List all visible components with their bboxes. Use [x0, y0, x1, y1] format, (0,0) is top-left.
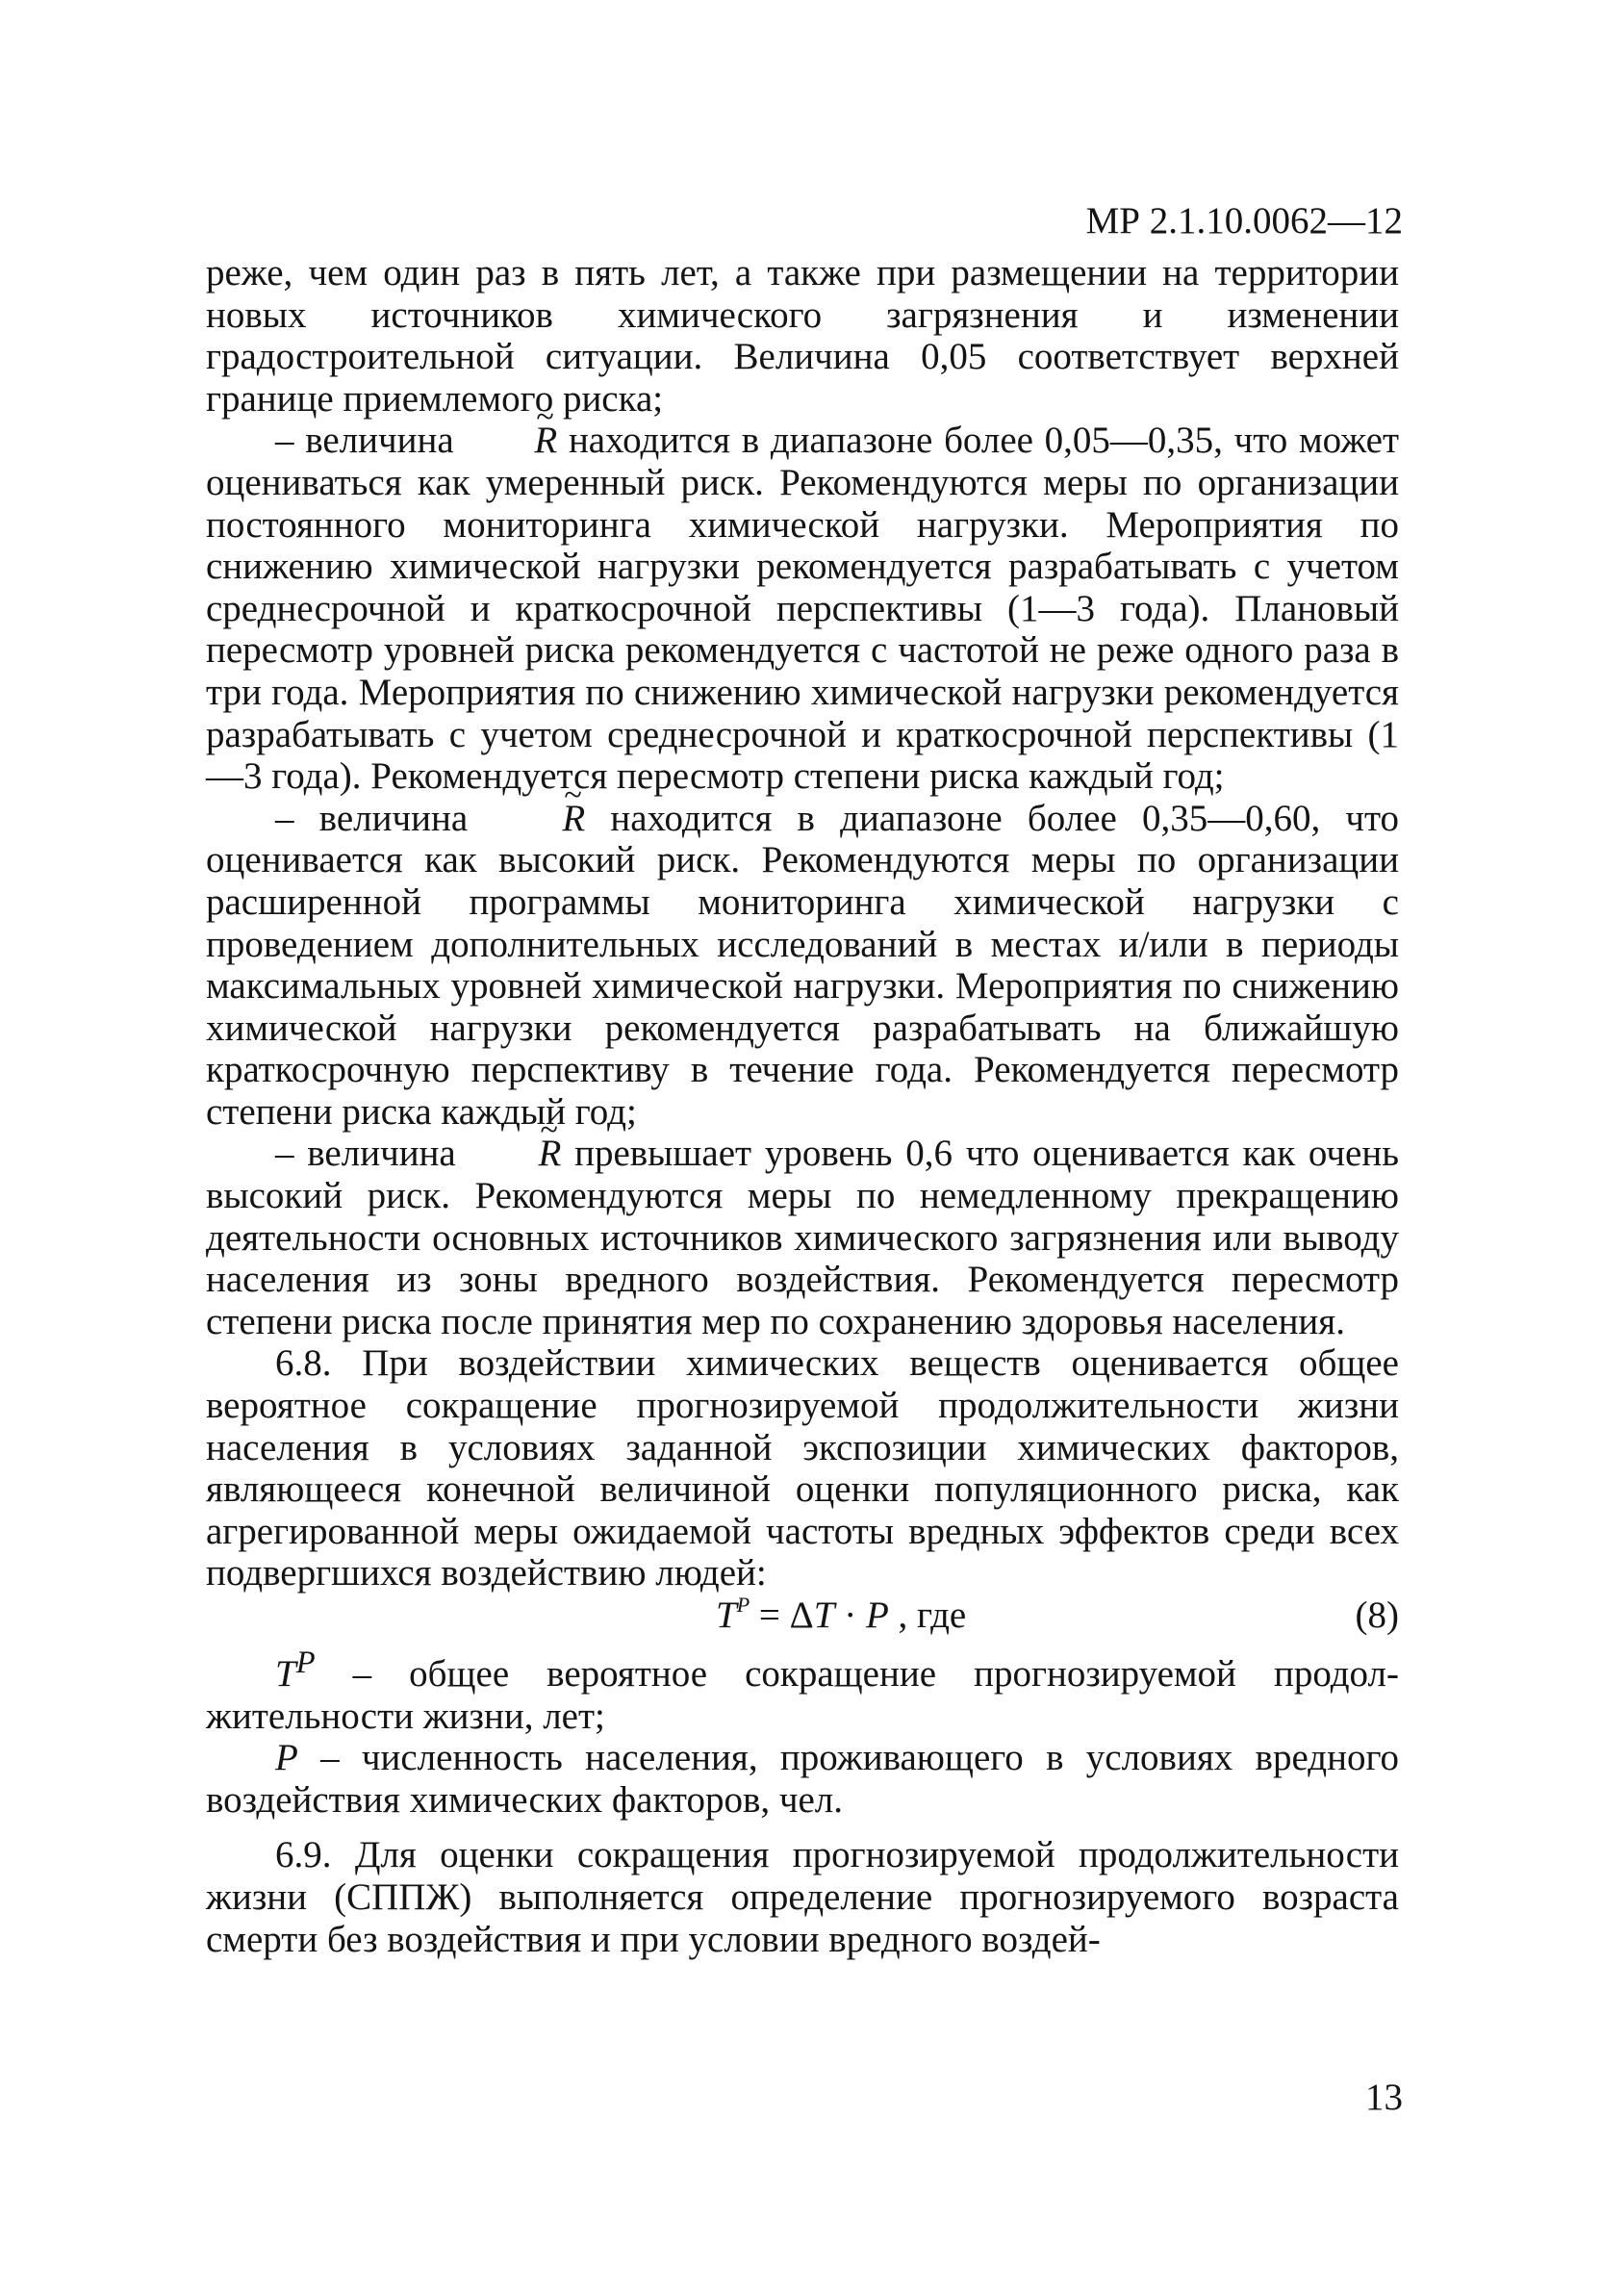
spacer: [206, 1821, 1399, 1834]
r-tilde-symbol: ~ R: [470, 1133, 562, 1175]
formula-sup-p: P: [736, 1593, 750, 1617]
paragraph-text: находится в диапазоне более 0,05—0,35, что может оцениваться как умеренный риск. Рекомендуются меры по организации постоянного мониторинга химической нагрузки. Мероприятия по снижению химической нагрузки рекомендуется разрабатывать с учетом среднесрочной и краткосрочной перспективы (1—3 года). Плановый пересмотр уровней риска рекомендуется с частотой не реже одного раза в три года. Мероприятия по снижению химической нагрузки рекомендуется разрабатывать с учетом среднесрочной и краткосрочной перспективы (1—3 года). Рекомендуется пересмотр степени риска каждый год;: [206, 420, 1399, 798]
def-symbol-sup-p: P: [295, 1645, 316, 1680]
formula-t: T: [716, 1594, 737, 1636]
paragraph-text: находится в диапазоне более 0,35—0,60, что оценивается как высокий риск. Рекомендуются меры по организации расширенной программы мониторинга химической нагрузки с проведением дополнительных исследований в местах и/или в периоды максимальных уровней химической нагрузки. Мероприятия по снижению химической нагрузки рекомендуется разрабатывать на ближайшую краткосрочную перспективу в течение года. Рекомендуется пересмотр степени риска каждый год;: [206, 797, 1400, 1133]
paragraph-continuation: реже, чем один раз в пять лет, а также при размещении на территории новых источников химического загрязнения и изменении градостроительной ситуации. Величина 0,05 соответствует верхней границе приемлемого риска;: [206, 252, 1399, 420]
r-tilde-symbol: ~ R: [493, 798, 585, 840]
paragraph-high-risk: [206, 798, 1399, 1134]
paragraph-6-9: 6.9. Для оценки сокращения прогнозируемой продолжительности жизни (СППЖ) выполняется определение прогнозируемого возраста смерти без воздействия и при условии вредного воздей-: [206, 1834, 1399, 1960]
formula-row: [206, 1594, 1399, 1643]
formula-dot: ·: [834, 1594, 866, 1636]
definition-tp: [206, 1643, 1399, 1737]
definition-text: – общее вероятное сокращение прогнозируемой продолжительности жизни, лет;: [206, 1653, 1399, 1737]
document-code: МР 2.1.10.0062—12: [1085, 200, 1403, 242]
formula-p: P: [865, 1594, 889, 1636]
dash-prefix: – величина: [275, 420, 466, 462]
paragraph-very-high-risk: [206, 1133, 1399, 1342]
def-symbol-t: T: [275, 1653, 296, 1695]
dash-prefix: – величина: [275, 1133, 470, 1175]
paragraph-6-8: 6.8. При воздействии химических веществ оценивается общее вероятное сокращение прогнозируемой продолжительности жизни населения в условиях заданной экспозиции химических факторов, являющееся конечной величиной оценки популяционного риска, как агрегированной меры ожидаемой частоты вредных эффектов среди всех подвергшихся воздействию людей:: [206, 1342, 1399, 1594]
paragraph-text: превышает уровень 0,6 что оценивается как очень высокий риск. Рекомендуются меры по немедленному прекращению деятельности основных источников химического загрязнения или выводу населения из зоны вредного воздействия. Рекомендуется пересмотр степени риска после принятия мер по сохранению здоровья населения.: [206, 1133, 1399, 1342]
paragraph-moderate-risk: [206, 420, 1399, 797]
formula-equals: =: [750, 1594, 790, 1636]
formula-delta: Δ: [789, 1594, 814, 1636]
formula-8: [716, 1594, 966, 1637]
formula-where: , где: [888, 1594, 967, 1636]
formula-number: (8): [1355, 1594, 1399, 1636]
r-tilde-symbol: ~ R: [465, 420, 557, 462]
dash-prefix: – величина: [275, 797, 494, 839]
body-text: [206, 252, 1399, 1960]
definition-text: – численность населения, проживающего в условиях вредного воздействия химических факторов, чел.: [206, 1737, 1399, 1821]
definition-p: [206, 1737, 1399, 1821]
page-number: 13: [1365, 2077, 1403, 2118]
def-symbol-p: P: [275, 1737, 298, 1779]
formula-t: T: [813, 1594, 835, 1636]
